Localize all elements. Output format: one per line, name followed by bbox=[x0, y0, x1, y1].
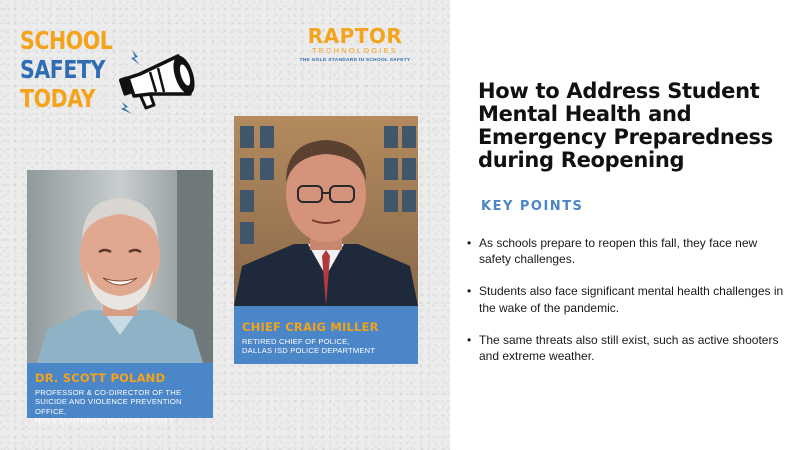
speaker-title-line: PROFESSOR & CO-DIRECTOR OF THE bbox=[35, 388, 182, 397]
speaker-card-miller bbox=[234, 116, 418, 364]
speaker-photo-miller bbox=[234, 116, 418, 306]
list-item bbox=[467, 283, 787, 315]
speaker-caption-poland bbox=[27, 363, 213, 426]
speaker-title-poland bbox=[35, 388, 205, 426]
speaker-name-poland: DR. SCOTT POLAND bbox=[35, 371, 166, 385]
bullet-dot: • bbox=[467, 236, 472, 250]
logo-line-school: SCHOOL bbox=[20, 26, 113, 55]
page-title bbox=[478, 80, 788, 172]
raptor-wordmark: RAPTOR bbox=[307, 24, 403, 48]
speaker-card-poland bbox=[27, 170, 213, 426]
bullet-text: Students also face significant mental health challenges in the wake of the pandemic. bbox=[479, 284, 784, 315]
title-line: How to Address Student bbox=[478, 79, 760, 103]
speaker-title-miller bbox=[242, 337, 410, 356]
bullet-dot: • bbox=[467, 284, 472, 299]
bullet-text: The same threats also still exist, such as active shooters and extreme weather. bbox=[479, 332, 779, 363]
speaker-caption-miller bbox=[234, 306, 418, 364]
title-line: during Reopening bbox=[478, 148, 685, 173]
speaker-title-line: RETIRED CHIEF OF POLICE, bbox=[242, 337, 350, 346]
speaker-title-line: NOVA SOUTHEASTERN UNIVERSITY bbox=[35, 416, 174, 426]
school-safety-today-logo bbox=[18, 22, 198, 132]
key-points-list bbox=[467, 235, 787, 380]
logo-line-today: TODAY bbox=[20, 84, 96, 113]
megaphone-icon bbox=[110, 48, 200, 120]
right-panel bbox=[450, 0, 800, 450]
raptor-subtitle: TECHNOLOGIES bbox=[312, 46, 398, 55]
list-item bbox=[467, 332, 787, 364]
raptor-technologies-logo bbox=[295, 26, 415, 68]
title-line: Emergency Preparedness bbox=[478, 125, 773, 150]
title-line: Mental Health and bbox=[478, 102, 692, 127]
raptor-tagline: THE GOLD STANDARD IN SCHOOL SAFETY bbox=[299, 58, 411, 63]
bullet-dot: • bbox=[467, 332, 472, 347]
speaker-title-line: DALLAS ISD POLICE DEPARTMENT bbox=[242, 346, 376, 356]
bullet-text: As schools prepare to reopen this fall, they face new safety challenges. bbox=[479, 236, 758, 267]
list-item bbox=[467, 235, 787, 267]
logo-line-safety: SAFETY bbox=[20, 55, 106, 84]
speaker-title-line: SUICIDE AND VIOLENCE PREVENTION OFFICE, bbox=[35, 397, 182, 416]
key-points-heading: KEY POINTS bbox=[481, 199, 584, 214]
speaker-name-miller: CHIEF CRAIG MILLER bbox=[242, 320, 379, 334]
speaker-photo-poland bbox=[27, 170, 213, 363]
